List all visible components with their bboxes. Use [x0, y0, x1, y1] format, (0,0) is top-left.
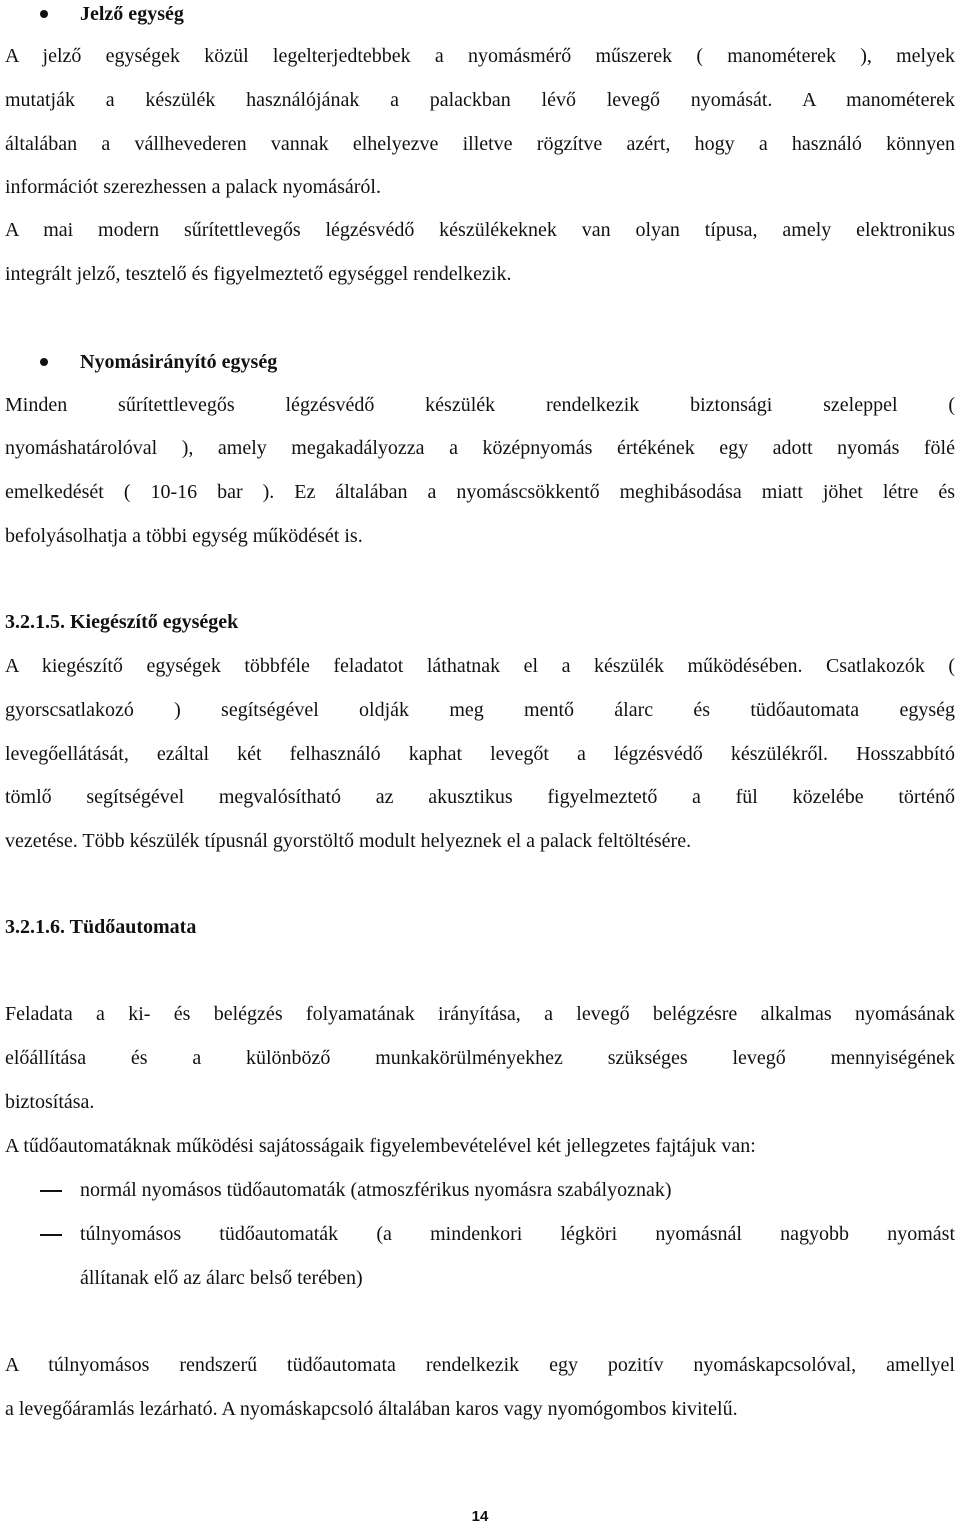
paragraph-line: információt szerezhessen a palack nyomásáról. [5, 176, 381, 198]
paragraph-line: vezetése. Több készülék típusnál gyorstöltő modult helyeznek el a palack feltöltésére. [5, 830, 692, 852]
paragraph-line: Minden sűrítettlevegős légzésvédő készülék rendelkezik biztonsági szeleppel ( [5, 394, 955, 416]
paragraph-line: A túlnyomásos rendszerű tüdőautomata rendelkezik egy pozitív nyomáskapcsolóval, amellyel [5, 1354, 955, 1376]
dash-icon [40, 1190, 62, 1192]
paragraph-line: előállítása és a különböző munkakörülményekhez szükséges levegő mennyiségének [5, 1047, 955, 1069]
list-item: állítanak elő az álarc belső terében) [80, 1267, 363, 1289]
list-item: túlnyomásos tüdőautomaták (a mindenkori légköri nyomásnál nagyobb nyomást [80, 1223, 955, 1245]
paragraph-line: A kiegészítő egységek többféle feladatot láthatnak el a készülék működésében. Csatlakozók ( [5, 655, 955, 677]
paragraph-line: Feladata a ki- és belégzés folyamatának irányítása, a levegő belégzésre alkalmas nyomásának [5, 1003, 955, 1025]
paragraph-line: a levegőáramlás lezárható. A nyomáskapcsoló általában karos vagy nyomógombos kivitelű. [5, 1398, 738, 1420]
paragraph-line: mutatják a készülék használójának a palackban lévő levegő nyomását. A manométerek [5, 89, 955, 111]
section-heading: Jelző egység [80, 3, 184, 25]
paragraph-line: emelkedését ( 10-16 bar ). Ez általában a nyomáscsökkentő meghibásodása miatt jöhet létre és [5, 481, 955, 503]
list-item: normál nyomásos tüdőautomaták (atmoszférikus nyomásra szabályoznak) [80, 1179, 672, 1201]
paragraph-line: A mai modern sűrítettlevegős légzésvédő készülékeknek van olyan típusa, amely elektronikus [5, 219, 955, 241]
paragraph-line: nyomáshatárolóval ), amely megakadályozza a középnyomás értékének egy adott nyomás fölé [5, 437, 955, 459]
paragraph-line: általában a vállhevederen vannak elhelyezve illetve rögzítve azért, hogy a használó könnyen [5, 133, 955, 155]
paragraph-line: tömlő segítségével megvalósítható az akusztikus figyelmeztető a fül közelébe történő [5, 786, 955, 808]
section-heading: Nyomásirányító egység [80, 351, 278, 373]
paragraph-line: befolyásolhatja a többi egység működését is. [5, 525, 363, 547]
paragraph-line: A tűdőautomatáknak működési sajátosságaik figyelembevételével két jellegzetes fajtájuk van: [5, 1135, 756, 1157]
paragraph-line: A jelző egységek közül legelterjedtebbek a nyomásmérő műszerek ( manométerek ), melyek [5, 45, 955, 67]
paragraph-line: gyorscsatlakozó ) segítségével oldják meg mentő álarc és tüdőautomata egység [5, 699, 955, 721]
dash-icon [40, 1234, 62, 1236]
page-number: 14 [471, 1508, 489, 1525]
bullet-icon [40, 10, 48, 18]
paragraph-line: biztosítása. [5, 1091, 95, 1113]
paragraph-line: integrált jelző, tesztelő és figyelmeztető egységgel rendelkezik. [5, 263, 512, 285]
section-heading: 3.2.1.5. Kiegészítő egységek [5, 611, 239, 633]
paragraph-line: levegőellátását, ezáltal két felhasználó kaphat levegőt a légzésvédő készülékről. Hosszabbító [5, 743, 955, 765]
section-heading: 3.2.1.6. Tüdőautomata [5, 916, 197, 938]
bullet-icon [40, 358, 48, 366]
